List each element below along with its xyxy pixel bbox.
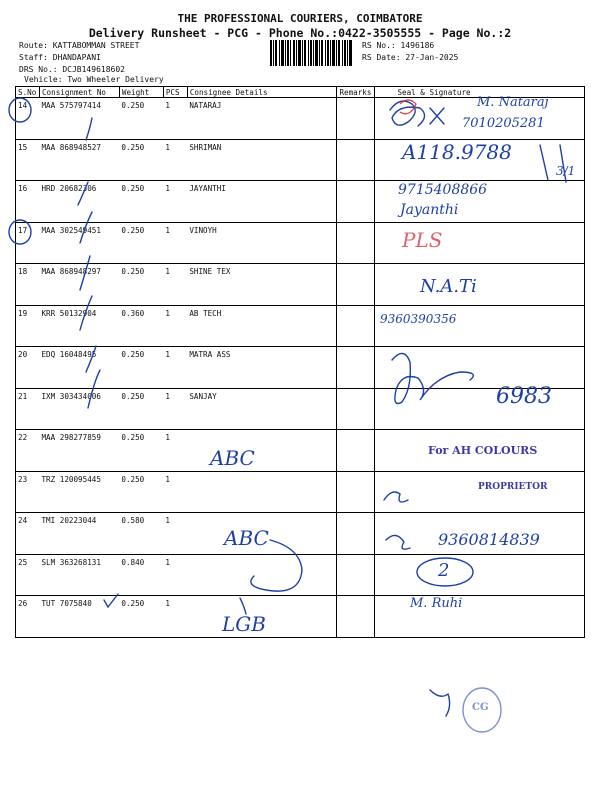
hw-nataraj: M. Nataraj [477,95,549,110]
hw-abc-note: ABC [210,446,255,470]
row-weight: 0.250 [119,347,163,389]
row-no: 21 [16,388,40,430]
row-consignment: TMI 20223044 [39,513,119,555]
row-pcs: 1 [163,388,187,430]
col-header-consignee: Consignee Details [187,87,337,98]
row-pcs: 1 [163,430,187,472]
hw-shriman-date: 3/1 [556,164,576,178]
row-consignee: VINOYH [187,222,337,264]
col-header-consignment: Consignment No [39,87,119,98]
row-consignment: KRR 50132904 [39,305,119,347]
hw-abtech-phone: 9360390356 [380,312,457,326]
hw-nati: N.A.Ti [420,276,477,297]
row-no: 16 [16,181,40,223]
tick-mark [104,594,118,607]
stamp-company: For AH COLOURS [428,444,538,457]
row-weight: 0.250 [119,430,163,472]
route-label: Route: KATTABOMMAN STREET [19,41,140,50]
row-no: 15 [16,139,40,181]
tick-mark [86,118,92,140]
row-pcs: 1 [163,347,187,389]
row-no: 17 [16,222,40,264]
col-header-weight: Weight [119,87,163,98]
hw-lgb-note: LGB [222,612,266,636]
row-pcs: 1 [163,513,187,555]
row-no: 25 [16,554,40,596]
hw-sanjay-number: 6983 [496,384,552,409]
row-26-check [430,690,450,716]
hw-abc-note-2: ABC [224,526,269,550]
tick-mark [78,182,88,205]
hw-slm-phone: 9360814839 [438,530,540,549]
row-no: 23 [16,471,40,513]
tick-mark [86,346,96,372]
row-weight: 0.250 [119,264,163,306]
row-weight: 0.250 [119,98,163,140]
hw-ruhi-signature: M. Ruhi [410,596,463,611]
row-consignee: SANJAY [187,388,337,430]
row-consignment: IXM 303434006 [39,388,119,430]
tick-mark [88,370,100,408]
row-consignment: TRZ 120095445 [39,471,119,513]
row-consignment: MAA 298277859 [39,430,119,472]
col-header-no: S.No [16,87,40,98]
row-no: 14 [16,98,40,140]
row-weight: 0.250 [119,222,163,264]
row-circle-17 [9,220,31,244]
row-consignee: SHRIMAN [187,139,337,181]
row-weight: 0.250 [119,471,163,513]
row-weight: 0.840 [119,554,163,596]
runsheet-subtitle: Delivery Runsheet - PCG - Phone No.:0422-3505555 - Page No.:2 [88,26,512,40]
row-pcs: 1 [163,98,187,140]
row-no: 24 [16,513,40,555]
row-weight: 0.250 [119,139,163,181]
row-no: 18 [16,264,40,306]
drs-number: DRS No.: DCJB149618602 [19,65,125,74]
tick-mark [80,296,92,330]
row-consignment: EDQ 16048495 [39,347,119,389]
tick-mark [80,256,90,290]
row-pcs: 1 [163,181,187,223]
hw-shriman-number: A118.9788 [402,140,512,164]
row-consignee: MATRA ASS [187,347,337,389]
row-pcs: 1 [163,139,187,181]
row-circle-14 [9,98,31,122]
row-pcs: 1 [163,596,187,638]
hw-nataraj-phone: 7010205281 [462,116,545,131]
row-pcs: 1 [163,554,187,596]
col-header-remarks: Remarks [337,87,375,98]
vehicle-label: Vehicle: Two Wheeler Delivery [24,75,164,84]
row-no: 22 [16,430,40,472]
row-weight: 0.580 [119,513,163,555]
row-consignment: MAA 868948297 [39,264,119,306]
stamp-proprietor: PROPRIETOR [478,482,548,492]
signature-scribble [392,353,473,403]
signature-cross [430,108,444,124]
hw-jayanthi-phone: 9715408866 [398,182,488,198]
hw-pls-note: PLS [402,228,443,252]
signature-scribble [386,535,410,549]
row-pcs: 1 [163,305,187,347]
row-no: 20 [16,347,40,389]
row-weight: 0.250 [119,388,163,430]
row-weight: 0.250 [119,596,163,638]
row-pcs: 1 [163,471,187,513]
row-pcs: 1 [163,264,187,306]
row-consignee: JAYANTHI [187,181,337,223]
row-consignee: SHINE TEX [187,264,337,306]
row-consignment: SLM 363268131 [39,554,119,596]
row-consignee: NATARAJ [187,98,337,140]
company-title: THE PROFESSIONAL COURIERS, COIMBATORE [177,12,423,25]
row-weight: 0.360 [119,305,163,347]
rs-date: RS Date: 27-Jan-2025 [362,53,459,62]
hw-jayanthi-name: Jayanthi [400,202,459,218]
row-weight: 0.250 [119,181,163,223]
hw-circled-number: 2 [438,560,450,581]
row-consignee: AB TECH [187,305,337,347]
col-header-seal: Seal & Signature [375,87,585,98]
staff-label: Staff: DHANDAPANI [19,53,101,62]
row-consignment: TUT 7075840 [39,596,119,638]
row-no: 19 [16,305,40,347]
row-consignment: HRD 20682306 [39,181,119,223]
rs-number: RS No.: 1496186 [362,41,435,50]
row-pcs: 1 [163,222,187,264]
row-no: 26 [16,596,40,638]
row-consignment: MAA 868948527 [39,139,119,181]
row-consignment: MAA 302549451 [39,222,119,264]
tick-mark [80,212,92,243]
row-consignment: MAA 575797414 [39,98,119,140]
col-header-pcs: PCS [163,87,187,98]
signature-scribble [384,492,408,502]
stamp-round-label: CG [472,702,489,713]
